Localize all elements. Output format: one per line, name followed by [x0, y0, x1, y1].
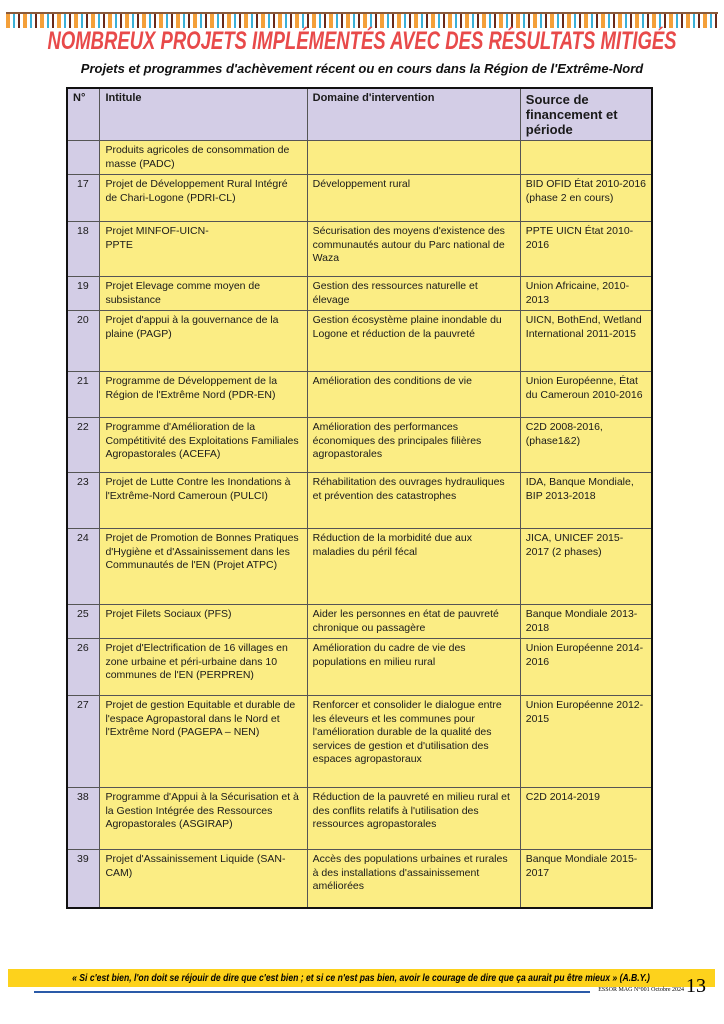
table-row — [67, 311, 652, 372]
table-row — [67, 788, 652, 850]
table-row — [67, 473, 652, 529]
table-row — [67, 850, 652, 908]
row-domaine: Amélioration des conditions de vie — [307, 372, 520, 418]
row-intitule: Projet d'appui à la gouvernance de la plaine (PAGP) — [100, 311, 307, 372]
table-row — [67, 605, 652, 639]
row-domaine: Amélioration des performances économiques des principales filières agropastorales — [307, 418, 520, 473]
row-number — [67, 141, 100, 175]
table-row — [67, 696, 652, 788]
row-source: Union Européenne 2012-2015 — [520, 696, 652, 788]
header-intitule: Intitule — [100, 88, 307, 141]
row-domaine: Sécurisation des moyens d'existence des communautés autour du Parc national de Waza — [307, 222, 520, 277]
row-number: 26 — [67, 639, 100, 696]
row-source: Union Européenne 2014-2016 — [520, 639, 652, 696]
row-source: JICA, UNICEF 2015-2017 (2 phases) — [520, 529, 652, 605]
row-intitule: Projet Elevage comme moyen de subsistance — [100, 277, 307, 311]
row-number: 19 — [67, 277, 100, 311]
row-domaine: Réduction de la pauvreté en milieu rural et des conflits relatifs à l'utilisation des ressources agropastorales — [307, 788, 520, 850]
table-row — [67, 141, 652, 175]
row-domaine: Amélioration du cadre de vie des populations en milieu rural — [307, 639, 520, 696]
row-intitule: Programme d'Amélioration de la Compétitivité des Exploitations Familiales Agropastorales (ACEFA) — [100, 418, 307, 473]
row-domaine — [307, 141, 520, 175]
row-domaine: Accès des populations urbaines et rurales à des installations d'assainissement améliorées — [307, 850, 520, 908]
row-number: 21 — [67, 372, 100, 418]
row-source: BID OFID État 2010-2016 (phase 2 en cours) — [520, 175, 652, 222]
row-intitule: Projet MINFOF-UICN- PPTE — [100, 222, 307, 277]
row-domaine: Gestion des ressources naturelle et élevage — [307, 277, 520, 311]
table-header-row — [67, 88, 652, 141]
row-intitule: Programme de Développement de la Région de l'Extrême Nord (PDR-EN) — [100, 372, 307, 418]
row-source: C2D 2014-2019 — [520, 788, 652, 850]
row-intitule: Projet de Lutte Contre les Inondations à l'Extrême-Nord Cameroun (PULCI) — [100, 473, 307, 529]
footer-publication: ESSOR MAG N°001 Octobre 2024 — [598, 987, 684, 993]
row-intitule: Projet Filets Sociaux (PFS) — [100, 605, 307, 639]
row-intitule: Projet de Promotion de Bonnes Pratiques d'Hygiène et d'Assainissement dans les Communautés de l'EN (Projet ATPC) — [100, 529, 307, 605]
row-source: Union Africaine, 2010-2013 — [520, 277, 652, 311]
page-number: 13 — [686, 975, 706, 997]
row-source: Banque Mondiale 2013-2018 — [520, 605, 652, 639]
table-row — [67, 529, 652, 605]
row-number: 23 — [67, 473, 100, 529]
row-number: 39 — [67, 850, 100, 908]
row-domaine: Réduction de la morbidité due aux maladies du péril fécal — [307, 529, 520, 605]
page-subtitle: Projets et programmes d'achèvement récent ou en cours dans la Région de l'Extrême-Nord — [80, 61, 644, 76]
row-intitule: Programme d'Appui à la Sécurisation et à la Gestion Intégrée des Ressources Agropastorales (ASGIRAP) — [100, 788, 307, 850]
row-intitule: Projet d'Assainissement Liquide (SAN-CAM) — [100, 850, 307, 908]
row-domaine: Développement rural — [307, 175, 520, 222]
row-number: 25 — [67, 605, 100, 639]
row-number: 18 — [67, 222, 100, 277]
row-source: IDA, Banque Mondiale, BIP 2013-2018 — [520, 473, 652, 529]
row-number: 17 — [67, 175, 100, 222]
row-source — [520, 141, 652, 175]
row-source: UICN, BothEnd, Wetland International 2011-2015 — [520, 311, 652, 372]
row-domaine: Aider les personnes en état de pauvreté chronique ou passagère — [307, 605, 520, 639]
row-number: 38 — [67, 788, 100, 850]
row-intitule: Projet de gestion Equitable et durable de l'espace Agropastoral dans le Nord et l'Extrême Nord (PAGEPA – NEN) — [100, 696, 307, 788]
row-number: 20 — [67, 311, 100, 372]
quote-banner — [8, 969, 715, 987]
row-intitule: Projet d'Electrification de 16 villages en zone urbaine et péri-urbaine dans 10 communes de l'EN (PERPREN) — [100, 639, 307, 696]
row-number: 22 — [67, 418, 100, 473]
header-domaine: Domaine d'intervention — [307, 88, 520, 141]
row-intitule: Projet de Développement Rural Intégré de Chari-Logone (PDRI-CL) — [100, 175, 307, 222]
page-title: NOMBREUX PROJETS IMPLÉMENTÉS AVEC DES RÉSULTATS MITIGÉS — [47, 27, 677, 55]
header-number: N° — [67, 88, 100, 141]
table-row — [67, 277, 652, 311]
row-source: Union Européenne, État du Cameroun 2010-2016 — [520, 372, 652, 418]
decorative-border — [6, 12, 718, 28]
row-domaine: Gestion écosystème plaine inondable du Logone et réduction de la pauvreté — [307, 311, 520, 372]
table-row — [67, 222, 652, 277]
row-domaine: Renforcer et consolider le dialogue entre les éleveurs et les communes pour l'amélioration durable de la qualité des services de gestion et d'utilisation des espaces agropastoraux — [307, 696, 520, 788]
table-row — [67, 639, 652, 696]
table-row — [67, 372, 652, 418]
row-number: 24 — [67, 529, 100, 605]
footer-rule — [34, 991, 590, 993]
table-row — [67, 418, 652, 473]
row-source: PPTE UICN État 2010-2016 — [520, 222, 652, 277]
header-source: Source de financement et période — [520, 88, 652, 141]
table-row — [67, 175, 652, 222]
row-source: C2D 2008-2016, (phase1&2) — [520, 418, 652, 473]
projects-table — [66, 87, 653, 909]
row-source: Banque Mondiale 2015-2017 — [520, 850, 652, 908]
row-number: 27 — [67, 696, 100, 788]
quote-text: « Si c'est bien, l'on doit se réjouir de dire que c'est bien ; et si ce n'est pas bien, avoir le courage de dire que ça aurait pu être mieux » (A.B.Y.) — [72, 972, 650, 984]
row-domaine: Réhabilitation des ouvrages hydrauliques et prévention des catastrophes — [307, 473, 520, 529]
row-intitule: Produits agricoles de consommation de masse (PADC) — [100, 141, 307, 175]
